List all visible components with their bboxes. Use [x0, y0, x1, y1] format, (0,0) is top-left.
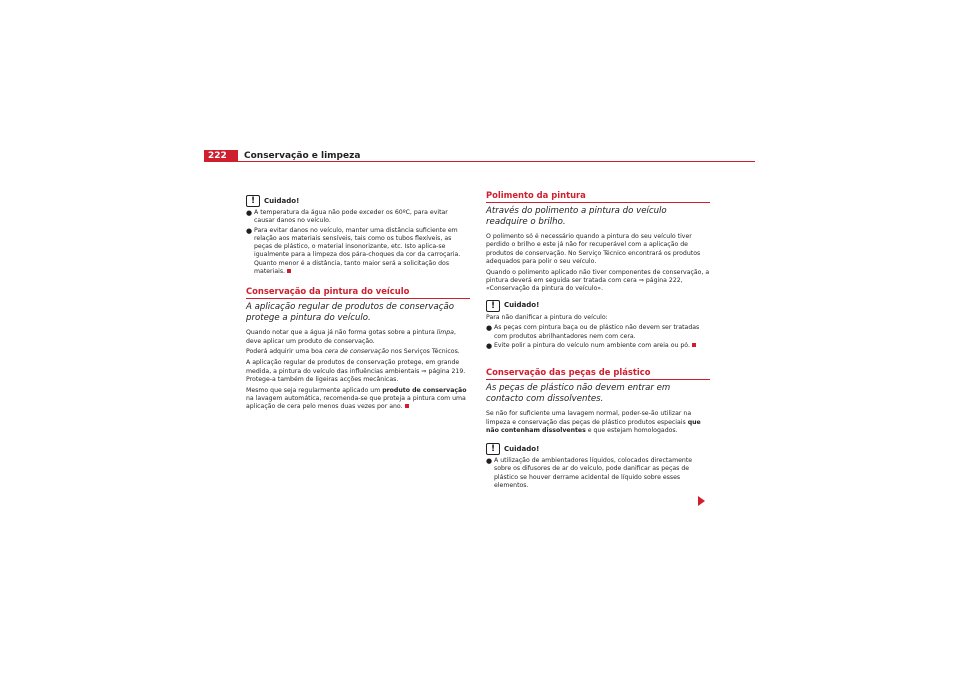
- chapter-title: Conservação e limpeza: [244, 151, 361, 161]
- next-page-arrow-icon[interactable]: [698, 496, 705, 506]
- section-subtitle: As peças de plástico não devem entrar em contacto com dissolventes.: [486, 383, 671, 404]
- list-item: [246, 209, 470, 226]
- paragraph: O polimento só é necessário quando a pintura do seu veículo tiver perdido o brilho e este já não for recuperável com a aplicação de produtos de conservação. No Serviço Técnico encontrará os produtos adequados para polir o seu veículo.: [486, 233, 701, 265]
- bullet-text: As peças com pintura baça ou de plástico não devem ser tratadas com produtos abrilhantadores nem com cera.: [494, 324, 700, 340]
- bullet-icon: ●: [486, 341, 493, 350]
- warning-icon: !: [486, 300, 500, 312]
- paragraph: Quando notar que a água já não forma gotas sobre a pintura limpa, deve aplicar um produto de conservação.: [246, 329, 456, 345]
- paragraph: Quando o polimento aplicado não tiver componentes de conservação, a pintura deverá em seguida ser tratada com cera ⇒ página 222, «Conservação da pintura do veículo».: [486, 268, 710, 293]
- right-column: [486, 190, 710, 491]
- section-rule: [486, 202, 710, 203]
- warning-header: [486, 442, 710, 456]
- warning-title: Cuidado!: [504, 301, 540, 310]
- section-title: Conservação da pintura do veículo: [246, 286, 410, 297]
- bullet-text: Evite polir a pintura do veículo num ambiente com areia ou pó.: [494, 342, 696, 350]
- section-subtitle: A aplicação regular de produtos de conservação protege a pintura do veículo.: [246, 302, 454, 323]
- bullet-text: Para evitar danos no veículo, manter uma distância suficiente em relação aos materiais sensíveis, tais como os tubos flexíveis, as peças de plástico, o material insonorizante, etc. Isto aplica-se igualmente para a limpeza dos pára-choques da cor da carroçaria. Quanto menor é a distância, tanto maior será a solicitação dos materiais.: [254, 226, 461, 276]
- bullet-icon: ●: [246, 209, 253, 217]
- section-subtitle: Através do polimento a pintura do veículo readquire o brilho.: [486, 206, 667, 227]
- section-title: Polimento da pintura: [486, 190, 586, 200]
- section-polishing: [486, 190, 710, 294]
- page-number: 222: [204, 150, 238, 162]
- warning-intro: Para não danificar a pintura do veículo:: [486, 313, 608, 321]
- left-column: [246, 194, 470, 414]
- bullet-icon: ●: [486, 324, 493, 333]
- warning-icon: !: [486, 443, 500, 455]
- list-item: [486, 324, 710, 341]
- warning-box-polishing: [486, 299, 710, 351]
- list-item: [246, 227, 470, 277]
- bullet-text: A utilização de ambientadores líquidos, colocados directamente sobre os difusores de ar do veículo, pode danificar as peças de plástico se houver derrame acidental de líquido sobre esses elementos.: [494, 457, 693, 490]
- paragraph: A aplicação regular de produtos de conservação protege, em grande medida, a pintura do veículo das influências ambientais ⇒ página 219. Protege-a também de ligeiras acções mecânicas.: [246, 359, 466, 383]
- section-rule: [246, 298, 470, 299]
- section-plastic-parts: [486, 367, 710, 435]
- warning-box-hot-water: [246, 194, 470, 276]
- header-rule: [204, 161, 755, 162]
- paragraph: Mesmo que seja regularmente aplicado um produto de conservação na lavagem automática, recomenda-se que proteja a pintura com uma aplicação de cera pelo menos duas vezes por ano.: [246, 386, 467, 411]
- warning-header: [246, 194, 470, 208]
- bullet-icon: ●: [246, 226, 253, 235]
- bullet-text: A temperatura da água não pode exceder os 60ºC, para evitar causar danos no veículo.: [254, 209, 448, 225]
- warning-title: Cuidado!: [264, 196, 300, 205]
- warning-icon: !: [246, 195, 260, 207]
- list-item: [486, 342, 710, 350]
- paragraph: Se não for suficiente uma lavagem normal, poder-se-ão utilizar na limpeza e conservação das peças de plástico produtos especiais que não contenham dissolventes e que estejam homologados.: [486, 410, 701, 434]
- warning-box-plastic: [486, 442, 710, 490]
- list-item: [486, 457, 710, 490]
- section-rule: [486, 379, 710, 380]
- warning-header: [486, 299, 710, 313]
- bullet-icon: ●: [486, 457, 493, 466]
- warning-title: Cuidado!: [504, 445, 540, 453]
- end-of-section-icon: [692, 343, 696, 347]
- end-of-section-icon: [287, 269, 291, 273]
- section-title: Conservação das peças de plástico: [486, 367, 651, 378]
- end-of-section-icon: [405, 404, 409, 408]
- paragraph: Poderá adquirir uma boa cera de conservação nos Serviços Técnicos.: [246, 348, 460, 356]
- section-paint-care: [246, 286, 470, 411]
